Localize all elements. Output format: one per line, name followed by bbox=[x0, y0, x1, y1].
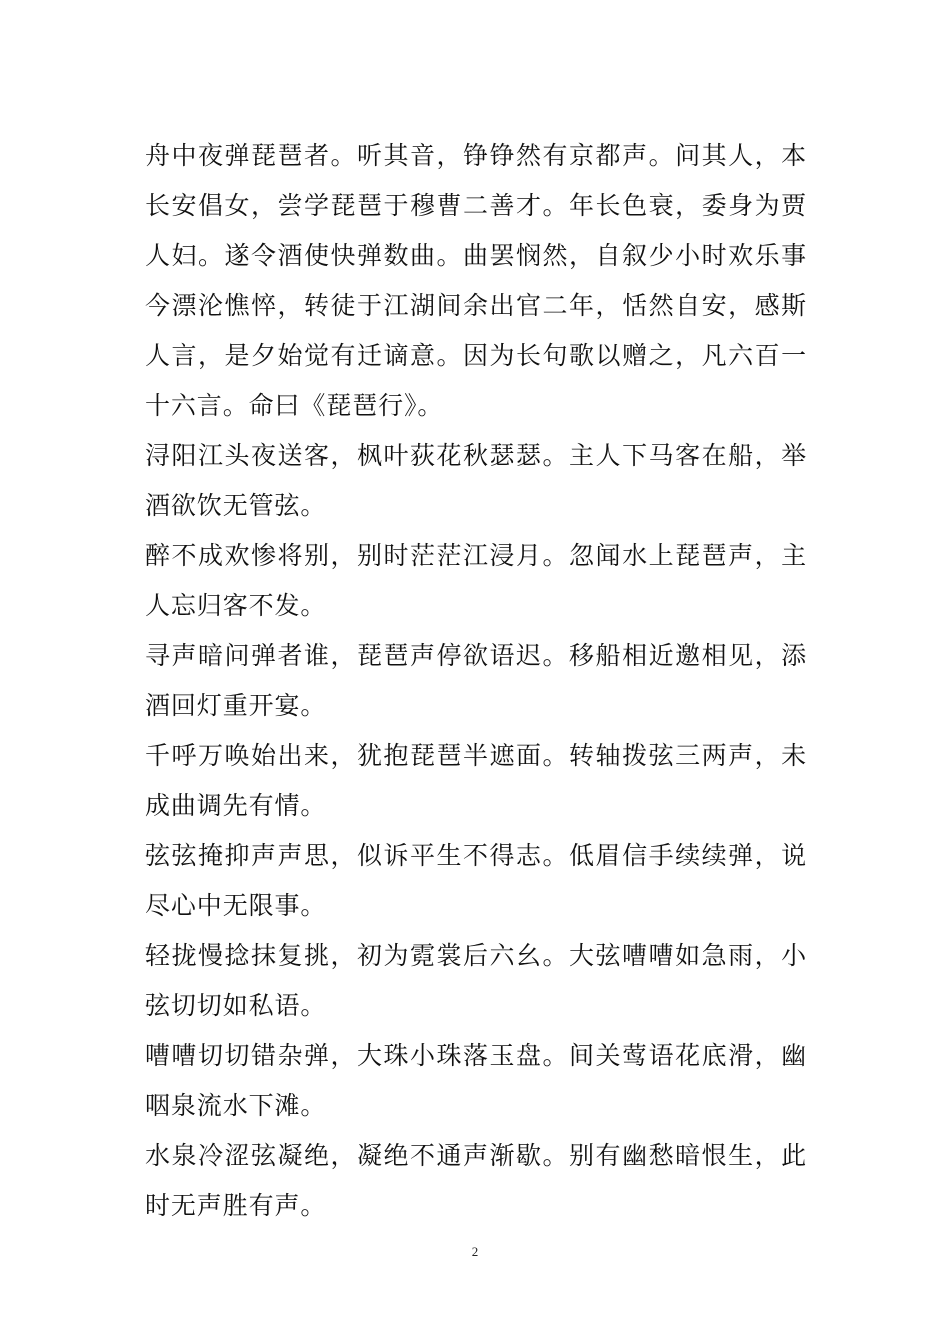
paragraph-preface: 舟中夜弹琵琶者。听其音，铮铮然有京都声。问其人，本长安倡女，尝学琵琶于穆曹二善才。年长色衰，委身为贾人妇。遂令酒使快弹数曲。曲罢悯然，自叙少小时欢乐事今漂沦憔悴，转徒于江湖间余出官二年，恬然自安，感斯人言，是夕始觉有迁谪意。因为长句歌以赠之，凡六百一十六言。命曰《琵琶行》。 bbox=[145, 141, 807, 420]
paragraph-verse-5: 弦弦掩抑声声思，似诉平生不得志。低眉信手续续弹，说尽心中无限事。 bbox=[145, 841, 807, 920]
document-body bbox=[145, 131, 807, 1231]
paragraph-verse-6: 轻拢慢捻抹复挑，初为霓裳后六幺。大弦嘈嘈如急雨，小弦切切如私语。 bbox=[145, 941, 807, 1020]
paragraph-verse-1: 浔阳江头夜送客，枫叶荻花秋瑟瑟。主人下马客在船，举酒欲饮无管弦。 bbox=[145, 441, 807, 520]
page-number: 2 bbox=[471, 1244, 479, 1259]
paragraph-verse-2: 醉不成欢惨将别，别时茫茫江浸月。忽闻水上琵琶声，主人忘归客不发。 bbox=[145, 541, 807, 620]
paragraph-verse-7: 嘈嘈切切错杂弹，大珠小珠落玉盘。间关莺语花底滑，幽咽泉流水下滩。 bbox=[145, 1041, 807, 1120]
paragraph-verse-4: 千呼万唤始出来，犹抱琵琶半遮面。转轴拨弦三两声，未成曲调先有情。 bbox=[145, 741, 807, 820]
paragraph-verse-3: 寻声暗问弹者谁，琵琶声停欲语迟。移船相近邀相见，添酒回灯重开宴。 bbox=[145, 641, 807, 720]
paragraph-verse-8: 水泉冷涩弦凝绝，凝绝不通声渐歇。别有幽愁暗恨生，此时无声胜有声。 bbox=[145, 1141, 807, 1220]
